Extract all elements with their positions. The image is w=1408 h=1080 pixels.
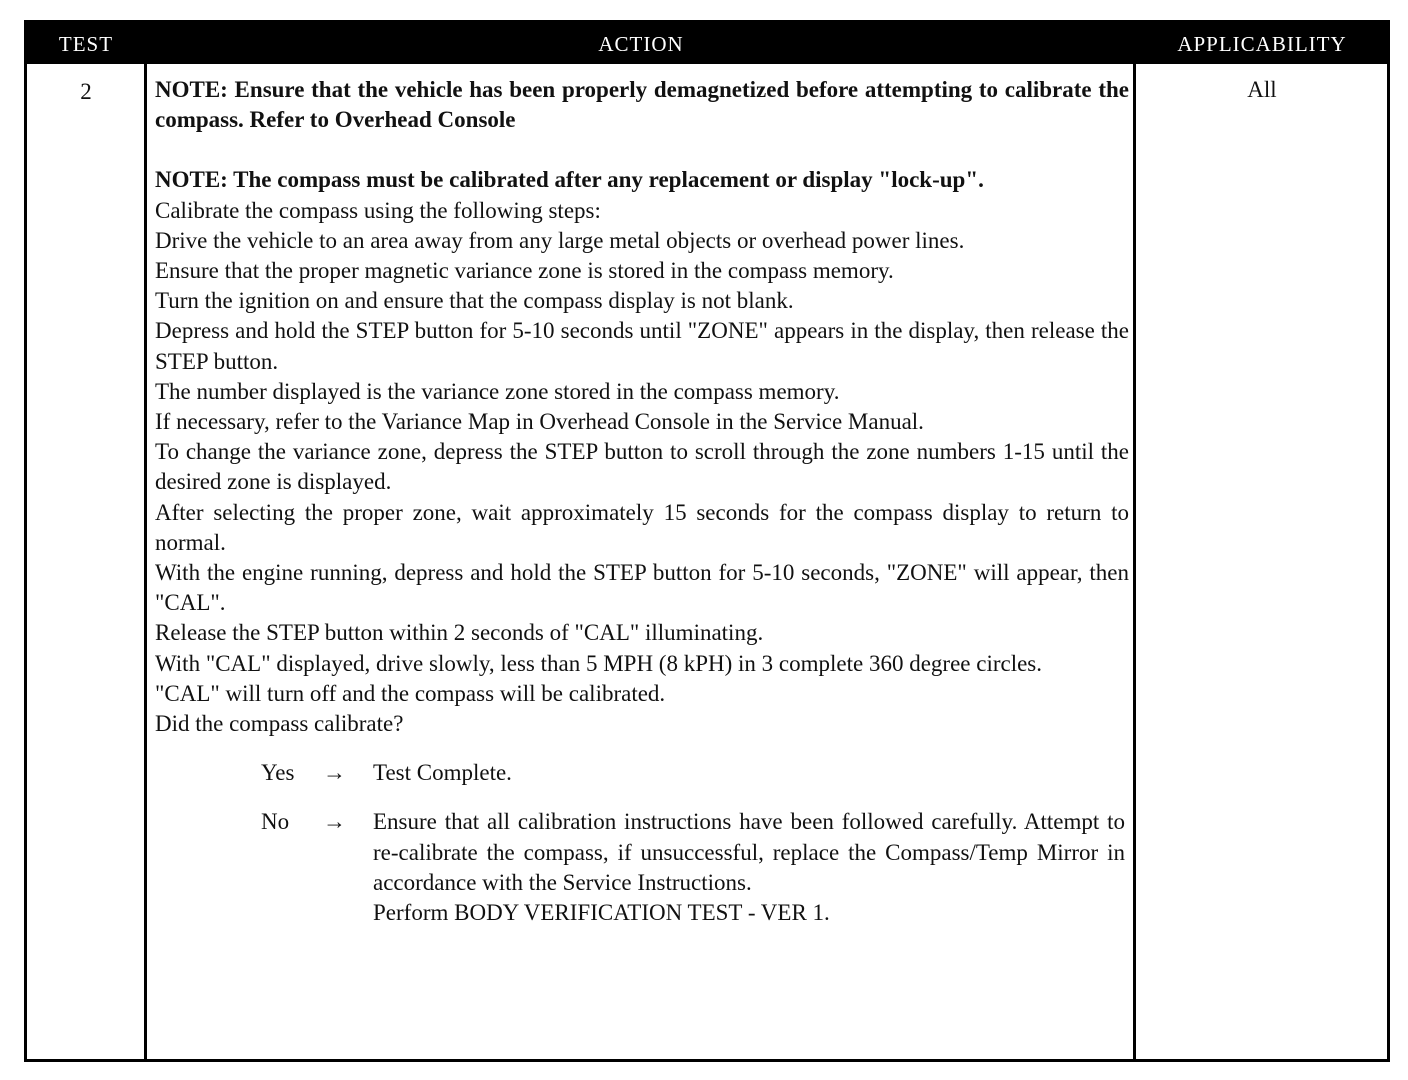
step: Calibrate the compass using the following steps:: [155, 197, 601, 223]
arrow-right-icon: →: [323, 760, 346, 786]
response-yes-label: Yes: [261, 760, 295, 786]
header-action: ACTION: [598, 32, 684, 56]
step: Depress and hold the STEP button for 5-10 seconds until "ZONE" appears in the display, then release the STEP button.: [155, 318, 1129, 374]
note-calibrate-required: NOTE: The compass must be calibrated after any replacement or display "lock-up".: [155, 167, 984, 193]
step: Ensure that the proper magnetic variance zone is stored in the compass memory.: [155, 258, 894, 284]
test-number: 2: [80, 79, 92, 104]
column-divider: [144, 64, 147, 1059]
step: Turn the ignition on and ensure that the compass display is not blank.: [155, 288, 794, 314]
column-divider: [1133, 64, 1136, 1059]
step: With the engine running, depress and hold the STEP button for 5-10 seconds, "ZONE" will appear, then "CAL".: [155, 560, 1129, 616]
applicability-value: All: [1247, 77, 1277, 102]
action-cell: [155, 75, 1129, 928]
table-header: [27, 23, 1387, 64]
step: Drive the vehicle to an area away from any large metal objects or overhead power lines.: [155, 227, 965, 253]
step: After selecting the proper zone, wait approximately 15 seconds for the compass display to return to normal.: [155, 499, 1129, 555]
step: The number displayed is the variance zone stored in the compass memory.: [155, 378, 840, 404]
question: Did the compass calibrate?: [155, 711, 404, 737]
step: Release the STEP button within 2 seconds of "CAL" illuminating.: [155, 620, 764, 646]
arrow-right-icon: →: [323, 809, 346, 835]
diagnostic-table: [24, 20, 1390, 1062]
step: To change the variance zone, depress the STEP button to scroll through the zone numbers 1-15 until the desired zone is displayed.: [155, 439, 1129, 495]
response-no-label: No: [261, 809, 290, 835]
response-no-followup: Perform BODY VERIFICATION TEST - VER 1.: [373, 900, 830, 926]
response-yes-text: Test Complete.: [373, 760, 512, 786]
step: If necessary, refer to the Variance Map in Overhead Console in the Service Manual.: [155, 409, 924, 435]
step: "CAL" will turn off and the compass will be calibrated.: [155, 680, 666, 706]
response-no: [261, 807, 1129, 928]
note-demagnetize: NOTE: Ensure that the vehicle has been properly demagnetized before attempting to calibrate the compass. Refer to Overhead Console: [155, 77, 1129, 133]
header-applicability: APPLICABILITY: [1177, 32, 1347, 56]
response-no-text: Ensure that all calibration instructions have been followed carefully. Attempt to re-calibrate the compass, if unsuccessful, replace the Compass/Temp Mirror in accordance with the Service Instructions.: [373, 809, 1125, 895]
header-test: TEST: [58, 32, 114, 56]
step: With "CAL" displayed, drive slowly, less than 5 MPH (8 kPH) in 3 complete 360 degree circles.: [155, 650, 1043, 676]
response-yes: [261, 758, 1129, 788]
